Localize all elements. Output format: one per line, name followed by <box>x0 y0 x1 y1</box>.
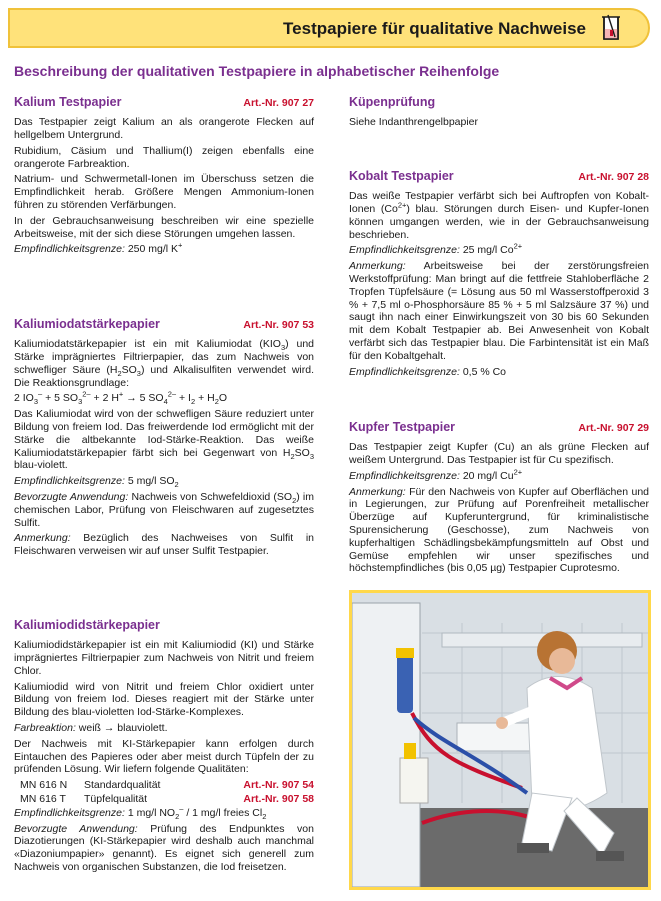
sensitivity: Empfindlichkeitsgrenze: 250 mg/l K+ <box>14 240 183 256</box>
sensitivity: Empfindlichkeitsgrenze: 0,5 % Co <box>349 365 507 378</box>
header-title: Testpapiere für qualitative Nachweise <box>283 19 586 38</box>
paragraph: Kaliumiodatstärkepapier ist ein mit Kaliumiodat $(KIO_3)$ und Stärke imprägniertes Filtrierpapier, das zum Nachweis von schwefliger Säure $(H_2SO_3)$ und Alkalisulfiten verwendet wird. Die Reaktionsgrundlage: <box>14 338 315 389</box>
quality-row: MN 616 T Tüpfelqualität Art.-Nr. 907 58 <box>20 793 314 806</box>
section-kobalt <box>349 169 649 420</box>
section-kuepen <box>349 95 649 169</box>
lab-scene-image <box>352 593 648 887</box>
paragraph: Rubidium, Cäsium und Thallium(I) zeigen ebenfalls eine orangerote Farbreaktion. <box>14 144 314 170</box>
paragraph: Das Kaliumiodat wird von der schwefligen Säure reduziert unter Bildung von freiem Iod. Das freiwerdende Iod ermöglicht mit der Stärke die altbekannte Iod-Stärke-Reaktion. Das weiße Kaliumiodatstärkepapier färbt sich bei Gegenwart von $H_2SO_3$ blau-violett. <box>14 408 314 472</box>
paragraph: In der Gebrauchsanweisung beschreiben wir eine spezielle Arbeitsweise, mit der sich diese Störungen umgehen lassen. <box>14 214 314 240</box>
page-header <box>8 8 650 48</box>
page-heading: Beschreibung der qualitativen Testpapiere in alphabetischer Reihenfolge <box>14 63 500 79</box>
reaction-equation: 2 $IO_3^- + 5$ $SO_3^{2-} + 2$ H+ → 5 $SO_4^{2-} + I_2 + H_2O$ <box>14 389 228 407</box>
paragraph: Siehe Indanthrengelbpapier <box>349 116 479 129</box>
preferred-use: Bevorzugte Anwendung: Nachweis von Schwefeldioxid $(SO_2)$ im chemischen Labor, Prüfung von Fleischwaren auf zugesetztes Sulfit. <box>14 491 315 529</box>
paragraph: Das weiße Testpapier verfärbt sich bei Auftropfen von Kobalt-Ionen $(Co^{2+})$ blau. Störungen durch Eisen- und Kupfer-Ionen können umgangen werden, wie in der Gebrauchsanweisung beschrieben. <box>349 190 649 241</box>
section-title: Kupfer Testpapier Art.-Nr. 907 29 <box>349 420 649 434</box>
article-number: Art.-Nr. 907 27 <box>243 97 314 109</box>
section-title: Kaliumiodatstärkepapier Art.-Nr. 907 53 <box>14 317 314 331</box>
note: Anmerkung: Für den Nachweis von Kupfer auf Oberflächen und in Legierungen, zur Prüfung auf Porenfreiheit metallischer Überzüge auf Kupferuntergrund, für kriminalistische Spurensicherung (Geschosse), zum Nachweis von kupferhaltigen Schädlingsbekämpfungsmitteln auf Obst und Gemüse empfehlen wir unser spezifisches und höchstempfindliches (bis 0,05 µg) Testpapier Cuprotesmo. <box>349 485 650 575</box>
beaker-icon <box>596 13 626 43</box>
sensitivity: Empfindlichkeitsgrenze: 20 mg/l $Cu^{2+}$ <box>349 467 523 482</box>
paragraph: Das Testpapier zeigt Kalium an als orangerote Flecken auf hellgelbem Untergrund. <box>14 116 314 142</box>
note: Anmerkung: Arbeitsweise bei der zerstörungsfreien Werkstoffprüfung: Man bringt auf die fettfreie Stahloberfläche 2 Tropfen Tüpfelsäure (= Lösung aus 50 ml Wasserstoffperoxid 3 % + 7,5 ml o-Phosphorsäure 85 % + 5 ml Salzsäure 37 %) und saugt ihn nach einer Einwirkungszeit von 30 bis 60 Sekunden mit dem Kobalt Testpapier ab. Bei Anwesenheit von Kobalt verfärbt sich das Testpapier blau. Die Farbintensität ist ein Maß für den Kobaltgehalt. <box>349 260 649 362</box>
quality-row: MN 616 N Standardqualität Art.-Nr. 907 54 <box>20 779 314 792</box>
paragraph: Kaliumiodid wird von Nitrit und freiem Chlor oxidiert unter Bildung von freiem Iod. Dieses reagiert mit der Stärke unter Bildung des blau-violetten Iod-Stärke-Komplexes. <box>14 680 314 719</box>
sensitivity: Empfindlichkeitsgrenze: 5 mg/l $SO_2$ <box>14 475 179 490</box>
left-column <box>14 95 314 877</box>
color-reaction: Farbreaktion: weiß → blauviolett. <box>14 722 168 735</box>
paragraph: Kaliumiodidstärkepapier ist ein mit Kaliumiodid (KI) und Stärke imprägniertes Filtrierpapier zum Nachweis von Nitrit und freiem Chlor. <box>14 639 314 677</box>
sensitivity: Empfindlichkeitsgrenze: 1 mg/l $NO_2^- / 1$ mg/l freies $Cl_2$ <box>14 804 267 821</box>
paragraph: Der Nachweis mit KI-Stärkepapier kann erfolgen durch Eintauchen des Papieres oder aber meist durch Tüpfeln der zu prüfenden Lösung. Wir liefern folgende Qualitäten: <box>14 737 314 776</box>
section-title: Kaliumiodidstärkepapier <box>14 618 160 632</box>
article-number: Art.-Nr. 907 53 <box>243 319 314 331</box>
note: Anmerkung: Bezüglich des Nachweises von Sulfit in Fleischwaren verweisen wir auf unser Sulfit Testpapier. <box>14 532 314 558</box>
sensitivity: Empfindlichkeitsgrenze: 25 mg/l $Co^{2+}$ <box>349 241 523 257</box>
preferred-use: Bevorzugte Anwendung: Prüfung des Endpunktes von Diazotierungen (KI-Stärkepapier wird deshalb auch manchmal «Diazoniumpapier» genannt). Es eignet sich generell zum Nachweis von organischen Substanzen, die Iod freisetzen. <box>14 822 314 873</box>
article-number: Art.-Nr. 907 28 <box>578 171 649 183</box>
paragraph: Das Testpapier zeigt Kupfer (Cu) an als grüne Flecken auf weißem Untergrund. Das Testpapier ist für Cu spezifisch. <box>349 441 649 467</box>
section-kaliumiodat <box>14 317 314 618</box>
section-kaliumiodid <box>14 618 314 874</box>
paragraph: Natrium- und Schwermetall-Ionen im Überschuss setzen die Empfindlichkeit herab. Größere Mengen Ammonium-Ionen führen zu störenden Verfärbungen. <box>14 173 314 212</box>
section-title: Kalium Testpapier Art.-Nr. 907 27 <box>14 95 314 109</box>
article-number: Art.-Nr. 907 29 <box>578 422 649 434</box>
section-kupfer <box>349 420 649 575</box>
section-kalium <box>14 95 314 317</box>
lab-photo <box>349 590 651 890</box>
section-title: Kobalt Testpapier Art.-Nr. 907 28 <box>349 169 649 183</box>
right-column <box>349 95 649 578</box>
section-title: Küpenprüfung <box>349 95 436 109</box>
